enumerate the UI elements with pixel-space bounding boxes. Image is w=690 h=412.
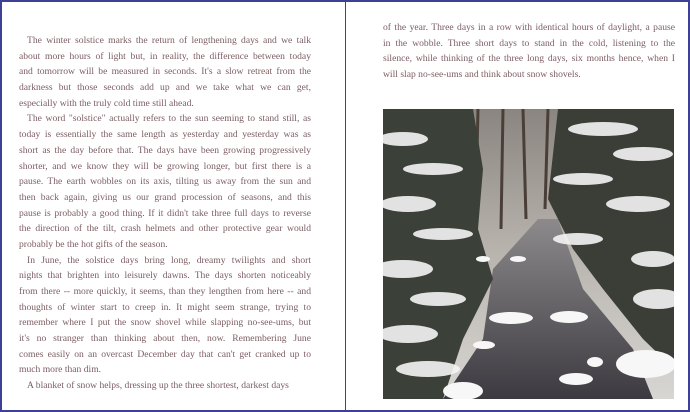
text-line: from there -- more quickly, it seems, than they lengthen from here -- and bbox=[19, 286, 311, 297]
right-page bbox=[347, 0, 688, 412]
text-line: in the wobble. Three short days to stand in the cold, listening to the bbox=[383, 37, 675, 49]
text-line: will slap no-see-ums and think about snow shovels. bbox=[383, 69, 581, 81]
text-line: of the year. Three days in a row with identical hours of daylight, a pause bbox=[383, 22, 675, 33]
text-line: nights that brighten into leisurely dawns. The days shorten noticeably bbox=[19, 270, 311, 282]
text-line: thoughts of winter start to creep in. It might seem strange, trying to bbox=[19, 301, 311, 313]
text-line: about more hours of light but, in reality, the difference between today bbox=[19, 50, 311, 62]
text-line: and tomorrow will be measured in seconds. It's a slow retreat from the bbox=[19, 66, 311, 78]
text-line: comes easily on an overcast December day that can't get cranked up to bbox=[19, 348, 311, 360]
text-line: much more than dim. bbox=[19, 364, 102, 376]
left-page bbox=[2, 0, 345, 412]
text-line: probably be the hot gifts of the season. bbox=[19, 238, 168, 250]
snowy-stream-illustration bbox=[383, 109, 674, 399]
text-line: remember where I put the snow shovel while slapping no-see-ums, but bbox=[19, 317, 311, 329]
text-line: The word "solstice" actually refers to the sun seeming to stand still, as bbox=[27, 113, 311, 125]
right-page-text bbox=[383, 20, 675, 83]
page-gutter bbox=[345, 0, 346, 412]
snowy-stream-photo bbox=[383, 109, 674, 399]
text-line: pause is probably a good thing. If it didn't take three full days to reverse bbox=[19, 207, 311, 219]
text-line: darkness but those seconds add up and we take what we can get, bbox=[19, 82, 311, 94]
text-line: then back again, giving us our grand procession of seasons, and this bbox=[19, 191, 311, 203]
text-line: In June, the solstice days bring long, dreamy twilights and short bbox=[27, 254, 311, 266]
text-line: it's no stranger than thinking about then, now. Remembering June bbox=[19, 333, 311, 345]
left-page-text bbox=[19, 33, 311, 394]
text-line: short as the day before that. The days have been growing progressively bbox=[19, 144, 311, 156]
text-line: the direction of the tilt, crash helmets and other protective gear would bbox=[19, 223, 311, 235]
text-line: silence, while thinking of the three long days, six months hence, when I bbox=[383, 53, 675, 65]
text-line: today is essentially the same length as yesterday and yesterday was as bbox=[19, 129, 311, 141]
text-line: The winter solstice marks the return of lengthening days and we talk bbox=[27, 35, 311, 46]
text-line: pause. The earth wobbles on its axis, tilting us away from the sun and bbox=[19, 176, 311, 188]
text-line: A blanket of snow helps, dressing up the three shortest, darkest days bbox=[27, 380, 289, 392]
text-line: especially with the truly cold time still ahead. bbox=[19, 97, 194, 109]
text-line: shorter, and we know they will be growing longer, but first there is a bbox=[19, 160, 311, 172]
